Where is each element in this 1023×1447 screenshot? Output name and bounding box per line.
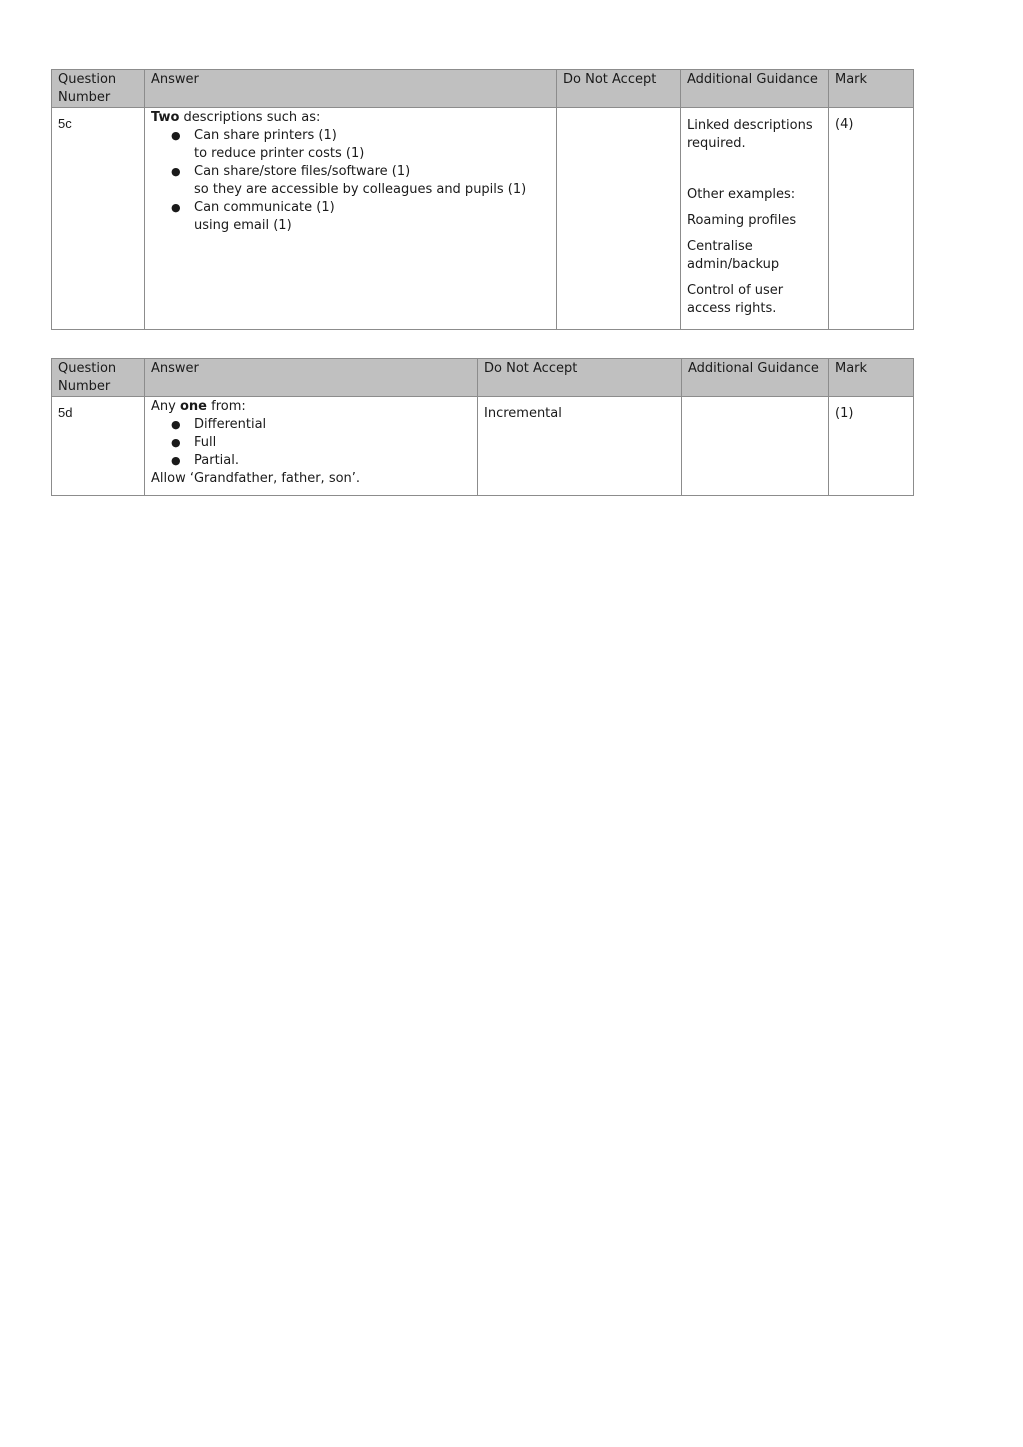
answer-cell (145, 108, 557, 330)
answer-points-list (151, 416, 471, 470)
mark-scheme-table-5d (51, 358, 914, 496)
answer-point-line: Partial. (194, 453, 239, 468)
question-number: 5c (52, 108, 145, 330)
list-item (171, 416, 471, 434)
answer-intro-bold: one (179, 399, 207, 414)
header-answer: Answer (145, 359, 478, 397)
guidance-line: Linked descriptions required. (687, 118, 813, 151)
guidance-line: Roaming profiles (687, 213, 797, 228)
header-mark: Mark (829, 70, 914, 108)
bullet-icon: ● (171, 418, 181, 431)
header-answer: Answer (145, 70, 557, 108)
list-item (171, 127, 550, 163)
list-item (171, 199, 550, 235)
answer-point-line: Full (194, 435, 217, 450)
header-do-not-accept: Do Not Accept (557, 70, 681, 108)
list-item (171, 163, 550, 199)
header-additional-guidance: Additional Guidance (682, 359, 829, 397)
answer-intro (151, 109, 550, 127)
mark-cell: (1) (829, 397, 914, 496)
answer-intro-pre: Any (151, 399, 180, 414)
question-number: 5d (52, 397, 145, 496)
answer-points-list (151, 127, 550, 235)
answer-point-expansion: using email (1) (194, 218, 292, 233)
table-row (52, 397, 914, 496)
guidance-line: Other examples: (687, 187, 796, 202)
answer-allow-note: Allow ‘Grandfather, father, son’. (151, 471, 361, 486)
table-row (52, 108, 914, 330)
guidance-line: Centralise admin/backup (687, 239, 780, 272)
bullet-icon: ● (171, 129, 181, 142)
answer-point-expansion: to reduce printer costs (1) (194, 146, 365, 161)
header-question-number: Question Number (52, 359, 145, 397)
answer-point-line: Differential (194, 417, 267, 432)
table-header-row (52, 359, 914, 397)
answer-point-expansion: so they are accessible by colleagues and pupils (1) (194, 182, 527, 197)
guidance-line: Control of user access rights. (687, 283, 784, 316)
header-do-not-accept: Do Not Accept (478, 359, 682, 397)
list-item (171, 452, 471, 470)
mark-scheme-table-5c (51, 69, 914, 330)
bullet-icon: ● (171, 201, 181, 214)
table-header-row (52, 70, 914, 108)
header-additional-guidance: Additional Guidance (681, 70, 829, 108)
answer-point-line: Can share/store files/software (1) (194, 164, 411, 179)
additional-guidance-cell (682, 397, 829, 496)
additional-guidance-cell (681, 108, 829, 330)
answer-intro-post: from: (206, 399, 246, 414)
do-not-accept-cell: Incremental (478, 397, 682, 496)
list-item (171, 434, 471, 452)
bullet-icon: ● (171, 165, 181, 178)
do-not-accept-cell (557, 108, 681, 330)
answer-point-line: Can share printers (1) (194, 128, 337, 143)
answer-intro-bold: Two (151, 110, 180, 125)
header-mark: Mark (829, 359, 914, 397)
bullet-icon: ● (171, 454, 181, 467)
answer-point-line: Can communicate (1) (194, 200, 335, 215)
answer-intro-rest: descriptions such as: (179, 110, 321, 125)
header-question-number: Question Number (52, 70, 145, 108)
answer-intro (151, 398, 471, 416)
answer-cell (145, 397, 478, 496)
bullet-icon: ● (171, 436, 181, 449)
mark-cell: (4) (829, 108, 914, 330)
